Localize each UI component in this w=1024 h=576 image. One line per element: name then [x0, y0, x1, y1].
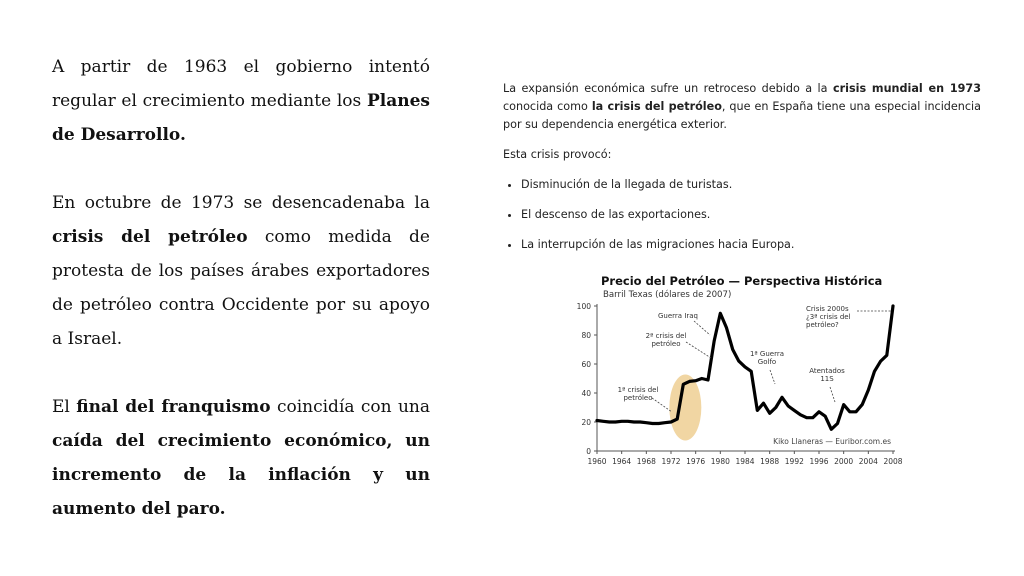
x-tick-label: 1988 [760, 457, 780, 466]
text: En octubre de 1973 se desencadenaba la [52, 193, 430, 213]
x-tick-label: 1964 [612, 457, 632, 466]
y-tick-label: 100 [576, 302, 591, 311]
annotation-label: 1ª crisis del petróleo [617, 386, 659, 402]
annotation-label: Crisis 2000s ¿3ª crisis del petróleo? [806, 305, 851, 329]
y-tick-label: 80 [581, 331, 591, 340]
left-text-column [52, 50, 430, 560]
annotation-leader [830, 387, 835, 402]
paragraph-franquismo [52, 390, 430, 526]
x-tick-label: 1972 [661, 457, 681, 466]
text: coincidía con una [270, 397, 430, 417]
list-item: • Disminución de la llegada de turistas. [521, 176, 981, 194]
x-tick-label: 1996 [809, 457, 829, 466]
text: , que en España tiene una especial incidencia por su dependencia energética exterior. [503, 100, 981, 131]
bold-text: final del franquismo [76, 397, 271, 417]
x-tick-label: 2000 [834, 457, 854, 466]
bold-text: crisis del petróleo [52, 227, 248, 247]
paragraph-planes [52, 50, 430, 152]
provoco-label: Esta crisis provocó: [503, 148, 612, 161]
y-tick-label: 20 [581, 418, 591, 427]
x-tick-label: 1992 [784, 457, 804, 466]
x-tick-label: 2004 [858, 457, 878, 466]
intro-paragraph [503, 80, 981, 134]
annotation-label: Atentados 11S [809, 367, 845, 383]
y-tick-label: 60 [581, 360, 591, 369]
bold-text: la crisis del petróleo [591, 100, 722, 113]
x-tick-label: 1984 [735, 457, 755, 466]
list-item: • La interrupción de las migraciones hacia Europa. [521, 236, 981, 254]
chart-title: Precio del Petróleo — Perspectiva Histórica [601, 274, 883, 288]
bold-text: crisis mundial en 1973 [832, 82, 981, 95]
text: como medida de protesta de los países árabes exportadores de petróleo contra Occidente por su apoyo a Israel. [52, 227, 430, 349]
text: conocida como [503, 100, 592, 113]
annotation-label: 1ª Guerra Golfo [749, 350, 785, 366]
text: El [52, 397, 77, 417]
chart-credit: Kiko Llaneras — Euribor.com.es [773, 437, 891, 446]
annotation-leader [770, 370, 775, 384]
x-tick-label: 1968 [636, 457, 656, 466]
x-tick-label: 1976 [686, 457, 706, 466]
consequences-list [503, 176, 981, 254]
annotation-leader [686, 342, 711, 358]
annotation-leader [652, 398, 672, 412]
oil-price-chart [560, 298, 910, 476]
y-tick-label: 0 [586, 447, 591, 456]
x-tick-label: 2008 [883, 457, 903, 466]
bold-period: . [219, 499, 226, 519]
text: A partir de 1963 el gobierno intentó regular el crecimiento mediante los [52, 57, 430, 111]
x-tick-label: 1980 [710, 457, 730, 466]
bold-text: Planes de Desarrollo [52, 91, 430, 145]
chart-subtitle: Barril Texas (dólares de 2007) [603, 290, 732, 300]
x-tick-label: 1960 [587, 457, 607, 466]
right-text-column [503, 80, 981, 266]
list-item: • El descenso de las exportaciones. [521, 206, 981, 224]
paragraph-crisis [52, 186, 430, 356]
annotation-label: 2ª crisis del petróleo [645, 332, 687, 348]
text: La expansión económica sufre un retroceso debido a la [503, 82, 833, 95]
price-series-line [597, 306, 893, 429]
y-tick-label: 40 [581, 389, 591, 398]
bold-text: caída del crecimiento económico, un incremento de la inflación y un aumento del paro [52, 431, 430, 519]
annotation-label: Guerra Iraq [658, 312, 698, 320]
bold-period: . [179, 125, 186, 145]
annotation-leader [694, 321, 710, 335]
